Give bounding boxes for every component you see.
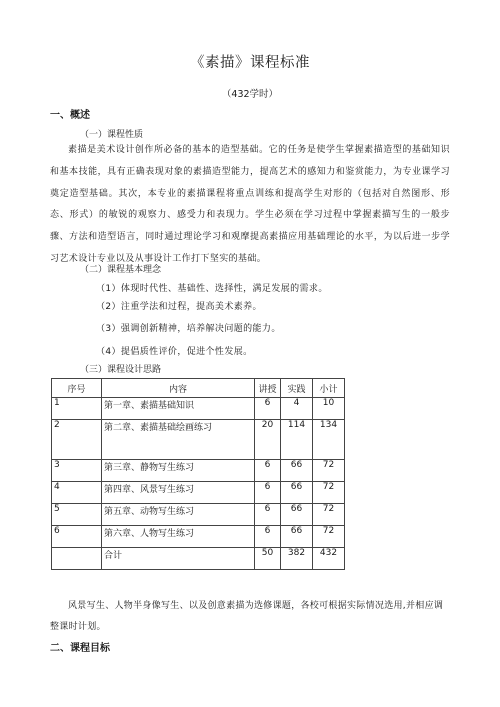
- row-total: 10: [313, 398, 345, 420]
- subheading-design-approach: （三）课程设计思路: [80, 365, 162, 375]
- paragraph-text: 素描是美术设计创作所必备的基本的造型基础。它的任务是使学生掌握素描造型的基础知识和基本技能，具有正确表现对象的素描造型能力，提高艺术的感知力和鉴赏能力，为专业课学习奠定造型基础。其次，本专业的素描课程将重点训练和提高学生对形的（包括对自然图形、形态、形式）的敏锐的观察力、感受力和表现力。学生必须在学习过程中掌握素描写生的一般步骤、方法和造型语言，同时通过理论学习和观摩提高素描应用基础理论的水平，为以后进一步学习艺术设计专业以及从事设计工作打下坚实的基础。: [50, 145, 450, 264]
- row-content: 第二章、素描基础绘画练习: [102, 420, 255, 460]
- table-row: [52, 504, 345, 526]
- table-sum-row: [52, 548, 345, 570]
- header-total: 小计: [313, 379, 345, 398]
- row-total: 72: [313, 460, 345, 482]
- row-total: 134: [313, 420, 345, 460]
- table-row: [52, 420, 345, 460]
- sum-no-empty: [52, 548, 102, 570]
- course-nature-paragraph: [50, 140, 450, 271]
- row-total: 72: [313, 482, 345, 504]
- header-practice: 实践: [281, 379, 313, 398]
- row-practice: 66: [281, 482, 313, 504]
- row-content: 第四章、风景写生练习: [102, 482, 255, 504]
- row-lecture: 20: [255, 420, 281, 460]
- subheading-course-nature: （一）课程性质: [80, 130, 144, 140]
- course-hours: （432学时）: [221, 89, 279, 100]
- table-row: [52, 398, 345, 420]
- header-lecture: 讲授: [255, 379, 281, 398]
- table-row: [52, 460, 345, 482]
- row-content: 第一章、素描基础知识: [102, 398, 255, 420]
- section-heading-goals: 二、课程目标: [50, 643, 110, 654]
- row-no: 2: [52, 420, 102, 460]
- sum-lecture: 50: [255, 548, 281, 570]
- row-content: 第五章、动物写生练习: [102, 504, 255, 526]
- row-no: 6: [52, 526, 102, 548]
- document-title: 《素描》课程标准: [190, 55, 310, 71]
- row-practice: 114: [281, 420, 313, 460]
- row-lecture: 6: [255, 460, 281, 482]
- sum-label: 合计: [102, 548, 255, 570]
- row-lecture: 6: [255, 504, 281, 526]
- sum-practice: 382: [281, 548, 313, 570]
- row-content: 第六章、人物写生练习: [102, 526, 255, 548]
- note-text: 风景写生、人物半身像写生、以及创意素描为选修课题，各校可根据实际情况选用,并相应调整课时计划。: [50, 601, 444, 632]
- table-header-row: [52, 379, 345, 398]
- row-no: 5: [52, 504, 102, 526]
- row-no: 4: [52, 482, 102, 504]
- row-lecture: 6: [255, 398, 281, 420]
- row-no: 3: [52, 460, 102, 482]
- idea-item-2: （2）注重学法和过程，提高美术素养。: [96, 302, 262, 312]
- elective-note: [50, 596, 450, 638]
- table-row: [52, 526, 345, 548]
- row-lecture: 6: [255, 526, 281, 548]
- sum-total: 432: [313, 548, 345, 570]
- idea-item-3: （3）强调创新精神，培养解决问题的能力。: [96, 324, 281, 334]
- subheading-course-ideas: （二）课程基本理念: [80, 265, 162, 275]
- row-content: 第三章、静物写生练习: [102, 460, 255, 482]
- section-heading-overview: 一、概述: [50, 110, 90, 121]
- idea-item-4: （4）提倡质性评价，促进个性发展。: [96, 347, 253, 357]
- header-content: 内容: [102, 379, 255, 398]
- idea-item-1: （1）体现时代性、基础性、选择性，满足发展的需求。: [96, 284, 328, 294]
- header-no: 序号: [52, 379, 102, 398]
- course-plan-table: [51, 378, 345, 570]
- row-practice: 4: [281, 398, 313, 420]
- table-row: [52, 482, 345, 504]
- row-no: 1: [52, 398, 102, 420]
- row-lecture: 6: [255, 482, 281, 504]
- row-practice: 66: [281, 526, 313, 548]
- row-practice: 66: [281, 460, 313, 482]
- row-practice: 66: [281, 504, 313, 526]
- row-total: 72: [313, 504, 345, 526]
- row-total: 72: [313, 526, 345, 548]
